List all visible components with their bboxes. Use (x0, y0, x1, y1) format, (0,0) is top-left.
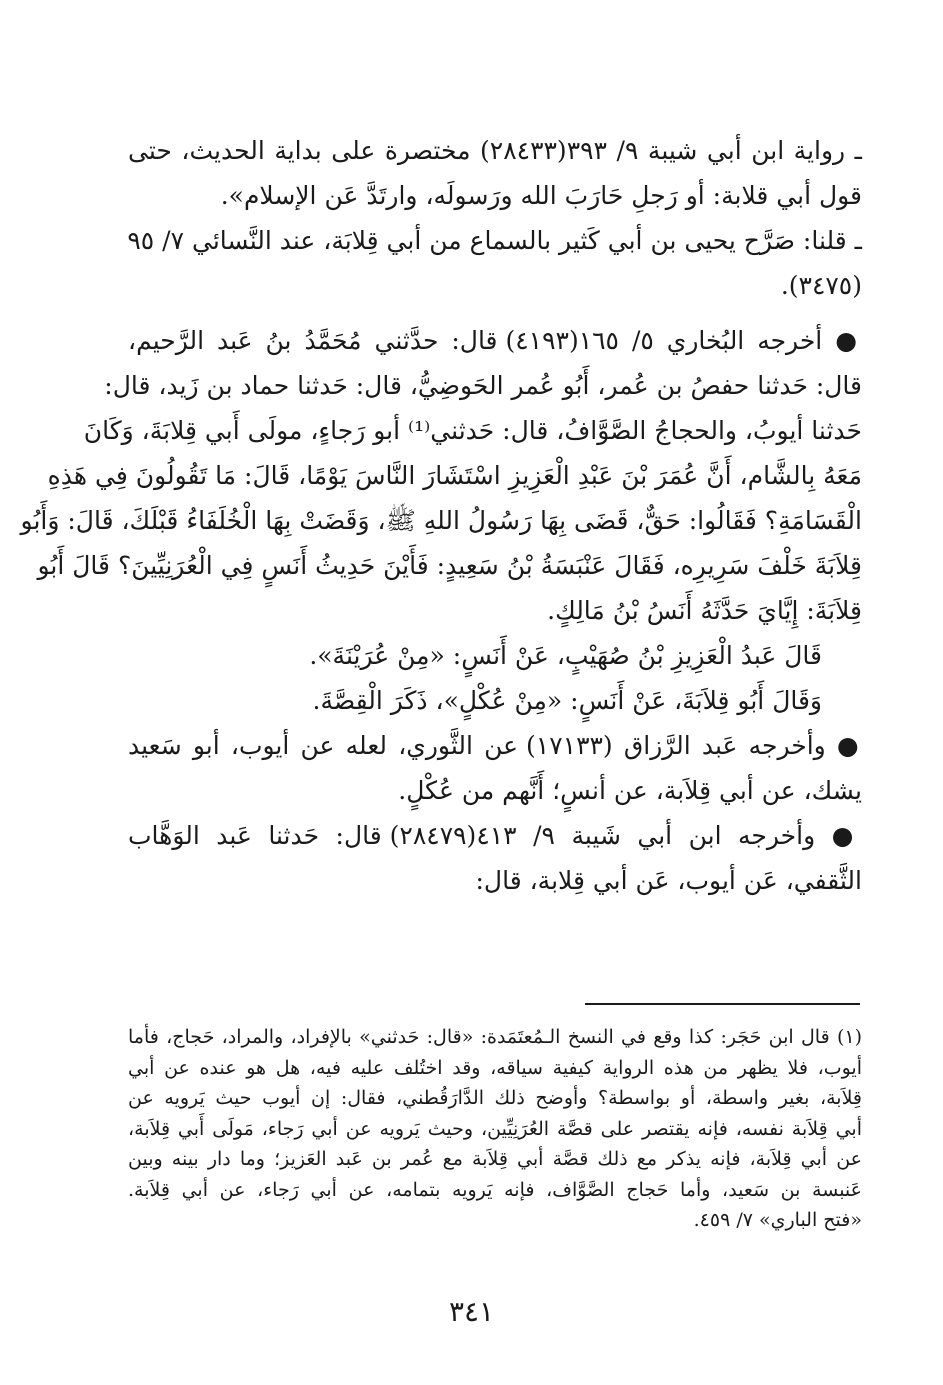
text-line: ● وأخرجه عَبد الرَّزاق (١٧١٣٣) عن الثَّوري، لعله عن أيوب، أبو سَعيد (128, 731, 862, 760)
text-line: ـ قلنا: صَرَّح يحيى بن أبي كَثير بالسماع من أبي قِلابَة، عند النَّسائي ٧/ ٩٥ (127, 226, 862, 255)
footnote-line: أبي قِلاَبة نفسه، فإنه يقتصر على قصَّة العُرَنِيِّين، وحيث يَرويه عن أبي رَجاء، مَولَى أَبي قِلاَبة، (128, 1117, 862, 1140)
main-text (20, 128, 862, 903)
text-line: حَدثنا أيوبُ، والحجاجُ الصَّوَّافُ، قال: حَدثني⁽¹⁾ أبو رَجاءٍ، مولَى أَبي قِلابَةَ، وَكَانَ (83, 416, 862, 445)
page-number: ٣٤١ (448, 1295, 495, 1328)
footnote-separator (585, 1003, 860, 1005)
text-line: ● أخرجه البُخاري ٥/ ١٦٥(٤١٩٣) قال: حدَّثني مُحَمَّدُ بنُ عَبد الرَّحيم، (128, 326, 862, 355)
footnote-line: عن أبي قِلاَبة، فإنه يذكر مع ذلك قصَّة أبي قِلاَبة مع عُمر بن عَبد العَزيز؛ وما دار بينه وبين (128, 1148, 862, 1170)
text-line: يشك، عن أبي قِلاَبة، عن أنسٍ؛ أَنَّهم من عُكْلٍ. (398, 776, 862, 805)
text-line: قول أبي قلابة: أو رَجلِ حَارَبَ الله ورَسولَه، وارتَدَّ عَن الإسلام». (220, 181, 862, 210)
text-line: قِلاَبَةَ: إِيَّايَ حَدَّثَهُ أَنَسُ بْنُ مَالِكٍ. (547, 596, 862, 625)
footnote-line: (١) قال ابن حَجَر: كذا وقع في النسخ الـمُعتَمَدة: «قال: حَدثني» بالإفراد، والمراد، حَجاج، فأما (128, 1026, 862, 1048)
text-line: الثَّقفي، عَن أيوب، عَن أبي قِلابة، قال: (475, 866, 862, 895)
footnote-line: عَنبسة بن سَعيد، وأما حَجاج الصَّوَّاف، فإنه يَرويه بتمامه، عن أبي رَجاء، عن أبي قِلاَبة. (128, 1178, 862, 1201)
footnote-line: قِلاَبة، بغير واسطة، أو بواسطة؟ وأوضح ذلك الدَّارَقُطني، فقال: إن أيوب حيث يَرويه عن (128, 1087, 862, 1109)
footnote-line: «فتح الباري» ٧/ ٤٥٩. (693, 1209, 862, 1231)
footnote-line: أيوب، فلا يظهر من هذه الرواية كيفية سياقه، وقد اختُلف عليه فيه، هل هو عنده عن أبي (128, 1056, 862, 1079)
text-line: ـ رواية ابن أبي شيبة ٩/ ٣٩٣(٢٨٤٣٣) مختصرة على بداية الحديث، حتى (128, 136, 862, 165)
text-line: وَقَالَ أَبُو قِلاَبَةَ، عَنْ أَنَسٍ: «مِنْ عُكْلٍ»، ذَكَرَ الْقِصَّةَ. (312, 686, 822, 715)
text-line: قِلاَبَةَ خَلْفَ سَرِيرِه، فَقَالَ عَنْبَسَةُ بْنُ سَعِيدٍ: فَأَيْنَ حَدِيثُ أَنَسٍ فِي الْعُرَنِيِّينَ؟ قَالَ أَبُو (37, 551, 862, 580)
text-line: ● وأخرجه ابن أبي شَيبة ٩/ ٤١٣(٢٨٤٧٩) قال: حَدثنا عَبد الوَهَّاب (128, 821, 862, 850)
text-line: مَعَهُ بِالشَّام، أَنَّ عُمَرَ بْنَ عَبْدِ الْعَزِيزِ اسْتَشَارَ النَّاسَ يَوْمًا، قَالَ: مَا تَقُولُونَ فِي هَذِهِ (47, 461, 862, 490)
footnotes (128, 1022, 862, 1236)
text-line: الْقَسَامَةِ؟ فَقَالُوا: حَقٌّ، قَضَى بِهَا رَسُولُ اللهِ ﷺ، وَقَضَتْ بِهَا الْخُلَفَاءُ قَبْلَكَ، قَالَ: وَأَبُو (20, 506, 862, 535)
text-line: قال: حَدثنا حفصُ بن عُمر، أَبُو عُمر الحَوضِيُّ، قال: حَدثنا حماد بن زَيد، قال: (104, 371, 862, 400)
text-line: قَالَ عَبدُ الْعَزِيزِ بْنُ صُهَيْبٍ، عَنْ أَنَسٍ: «مِنْ عُرَيْنَةَ». (309, 641, 822, 670)
text-line: (٣٤٧٥). (780, 271, 862, 300)
